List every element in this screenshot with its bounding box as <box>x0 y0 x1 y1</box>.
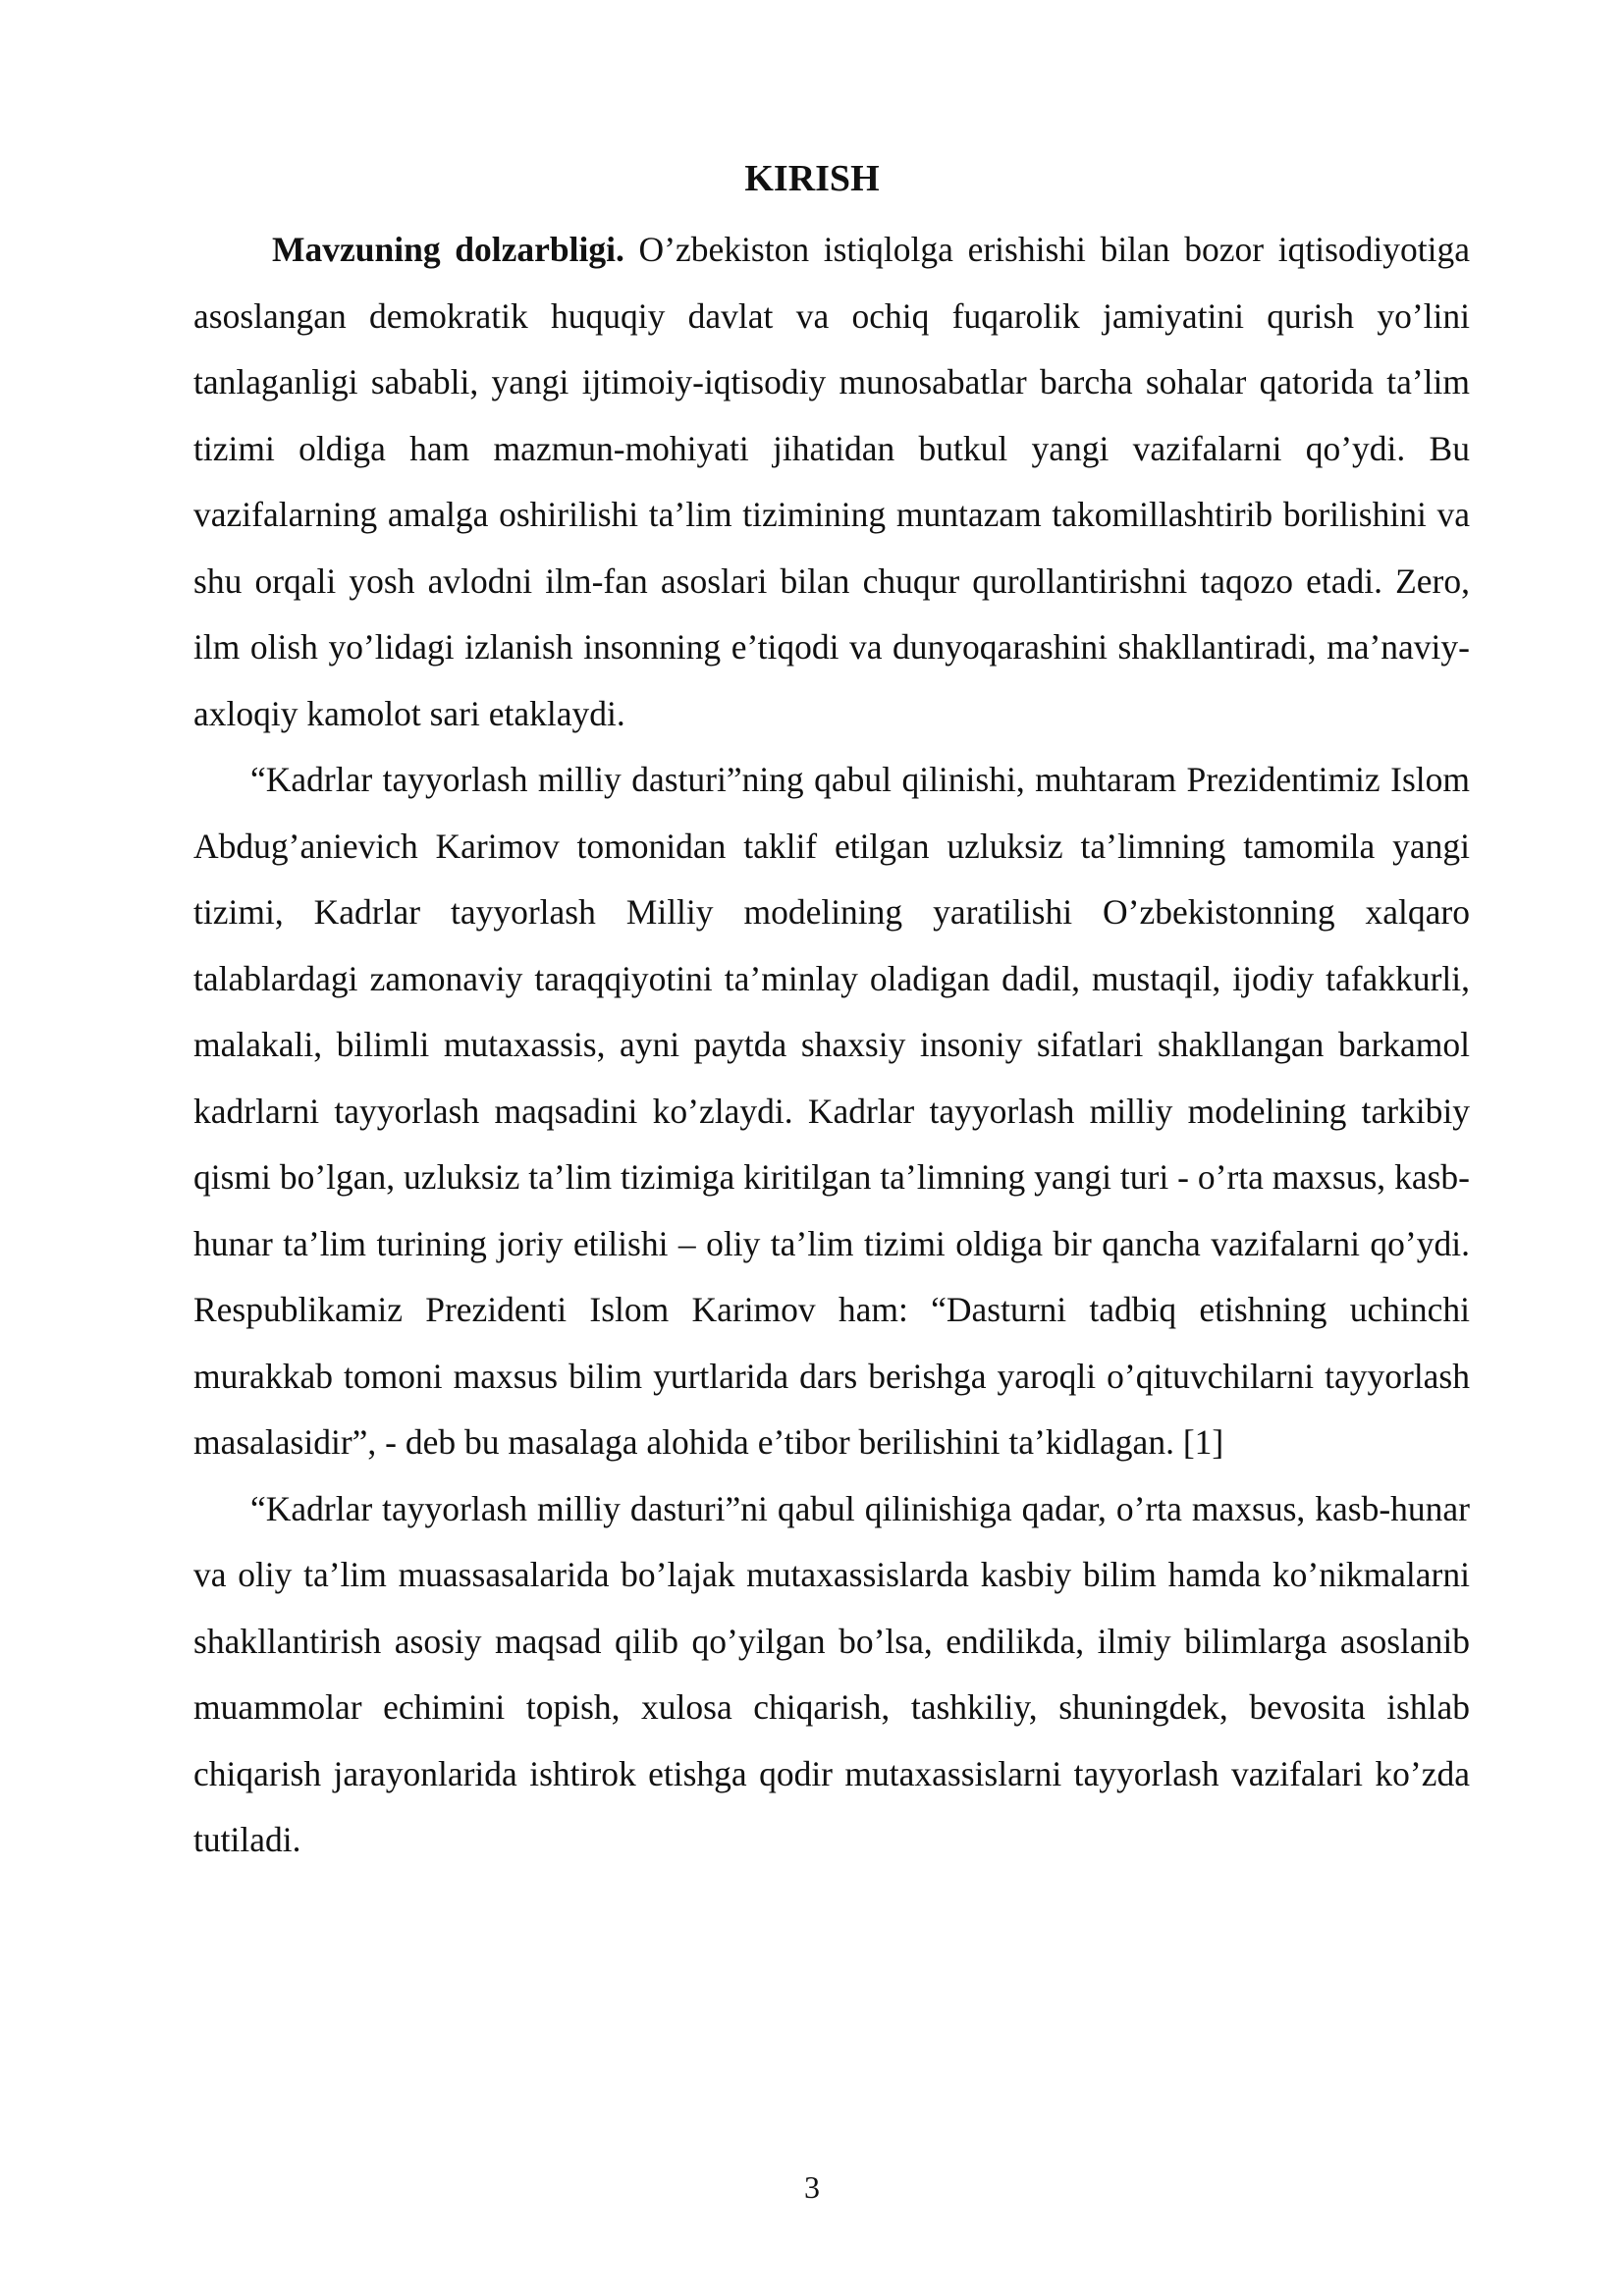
paragraph-2-text: “Kadrlar tayyorlash milliy dasturi”ning qabul qilinishi, muhtaram Prezidentimiz Islom Abdug’anievich Karimov tomonidan taklif etilgan uzluksiz ta’limning tamomila yangi tizimi, Kadrlar tayyorlash Milliy modelining yaratilishi O’zbekistonning xalqaro talablardagi zamonaviy taraqqiyotini ta’minlay oladigan dadil, mustaqil, ijodiy tafakkurli, malakali, bilimli mutaxassis, ayni paytda shaxsiy insoniy sifatlari shakllangan barkamol kadrlarni tayyorlash maqsadini ko’zlaydi. Kadrlar tayyorlash milliy modelining tarkibiy qismi bo’lgan, uzluksiz ta’lim tizimiga kiritilgan ta’limning yangi turi - o’rta maxsus, kasb-hunar ta’lim turining joriy etilishi – oliy ta’lim tizimi oldiga bir qancha vazifalarni qo’ydi. Respublikamiz Prezidenti Islom Karimov ham: “Dasturni tadbiq etishning uchinchi murakkab tomoni maxsus bilim yurtlarida dars berishga yaroqli o’qituvchilarni tayyorlash masalasidir”, - deb bu masalaga alohida e’tibor berilishini ta’kidlagan. [1] <box>193 760 1470 1462</box>
paragraph-2 <box>193 747 1470 1476</box>
section-heading: KIRISH <box>744 158 880 199</box>
paragraph-1 <box>193 217 1470 747</box>
page-number: 3 <box>804 2169 820 2205</box>
paragraph-1-lead: Mavzuning dolzarbligi. <box>272 230 624 269</box>
paragraph-3-text: “Kadrlar tayyorlash milliy dasturi”ni qabul qilinishiga qadar, o’rta maxsus, kasb-hunar va oliy ta’lim muassasalarida bo’lajak mutaxassislarda kasbiy bilim hamda ko’nikmalarni shakllantirish asosiy maqsad qilib qo’yilgan bo’lsa, endilikda, ilmiy bilimlarga asoslanib muammolar echimini topish, xulosa chiqarish, tashkiliy, shuningdek, bevosita ishlab chiqarish jarayonlarida ishtirok etishga qodir mutaxassislarni tayyorlash vazifalari ko’zda tutiladi. <box>193 1488 1470 1859</box>
paragraph-3 <box>193 1476 1470 1874</box>
document-body <box>193 217 1470 1874</box>
paragraph-1-text: O’zbekiston istiqlolga erishishi bilan bozor iqtisodiyotiga asoslangan demokratik huquqiy davlat va ochiq fuqarolik jamiyatini qurish yo’lini tanlaganligi sababli, yangi ijtimoiy-iqtisodiy munosabatlar barcha sohalar qatorida ta’lim tizimi oldiga ham mazmun-mohiyati jihatidan butkul yangi vazifalarni qo’ydi. Bu vazifalarning amalga oshirilishi ta’lim tizimining muntazam takomillashtirib borilishini va shu orqali yosh avlodni ilm-fan asoslari bilan chuqur qurollantirishni taqozo etadi. Zero, ilm olish yo’lidagi izlanish insonning e’tiqodi va dunyoqarashini shakllantiradi, ma’naviy-axloqiy kamolot sari etaklaydi. <box>193 230 1470 733</box>
